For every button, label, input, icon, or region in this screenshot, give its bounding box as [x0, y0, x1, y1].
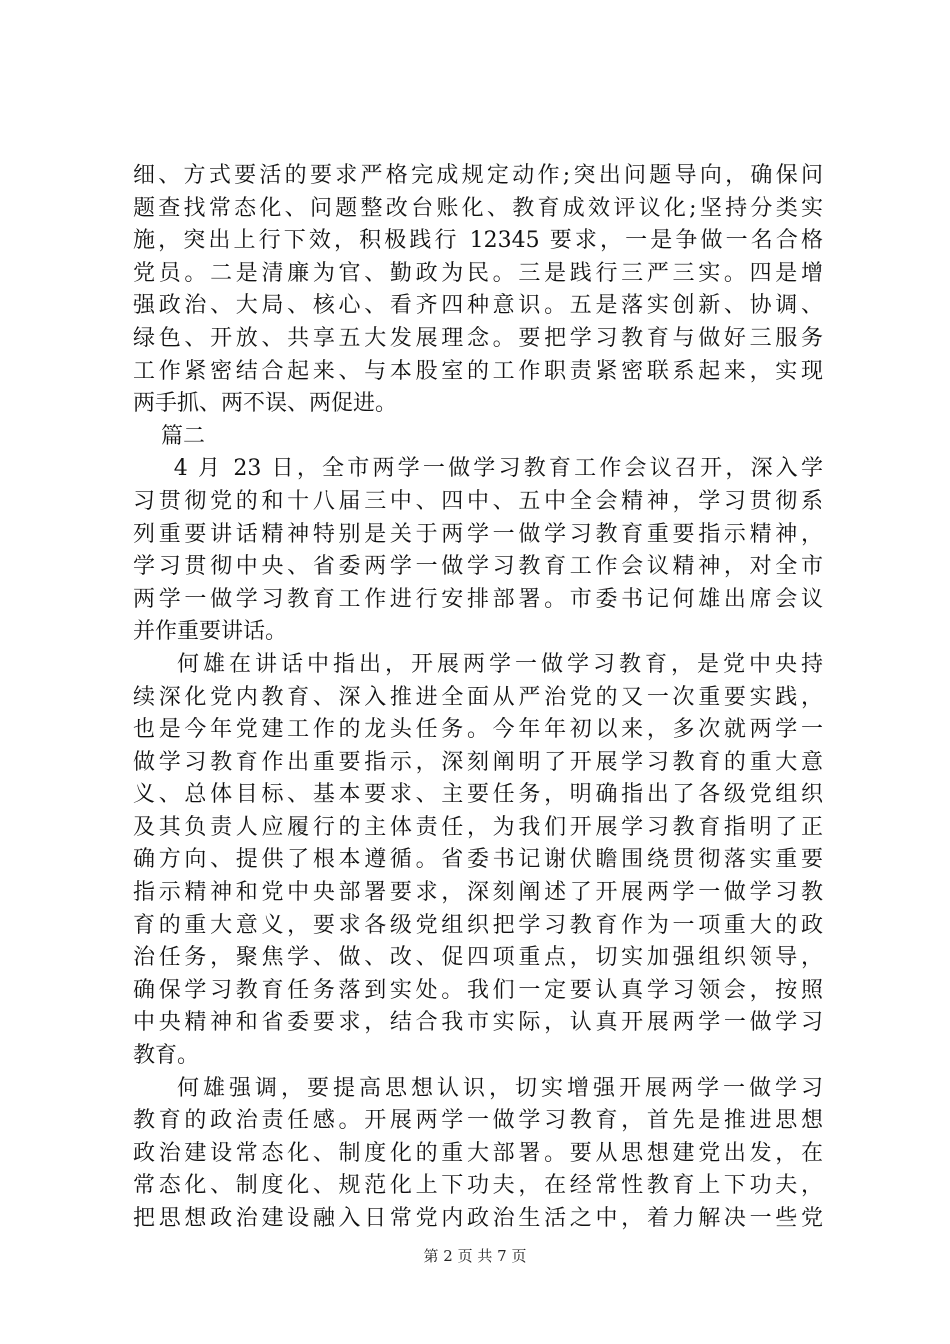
text-line: 工作紧密结合起来、与本股室的工作职责紧密联系起来，实现 — [133, 358, 823, 384]
text-line: 并作重要讲话。 — [133, 619, 288, 645]
text-line: 两手抓、两不误、两促进。 — [133, 391, 398, 417]
text-line: 义、总体目标、基本要求、主要任务，明确指出了各级党组织 — [133, 782, 823, 808]
text-line: 育的重大意义，要求各级党组织把学习教育作为一项重大的政 — [133, 912, 823, 938]
text-line: 治任务，聚焦学、做、改、促四项重点，切实加强组织领导， — [133, 945, 823, 971]
text-line: 强政治、大局、核心、看齐四种意识。五是落实创新、协调、 — [133, 293, 823, 319]
text-line: 常态化、制度化、规范化上下功夫，在经常性教育上下功夫， — [133, 1173, 823, 1199]
text-line: 党员。二是清廉为官、勤政为民。三是践行三严三实。四是增 — [133, 260, 823, 286]
page-footer: 第 2 页 共 7 页 — [423, 1247, 527, 1265]
text-line: 两学一做学习教育工作进行安排部署。市委书记何雄出席会议 — [133, 586, 823, 612]
text-line: 题查找常态化、问题整改台账化、教育成效评议化;坚持分类实 — [133, 195, 823, 221]
text-line: 把思想政治建设融入日常党内政治生活之中，着力解决一些党 — [133, 1206, 823, 1231]
document-body — [133, 160, 823, 1236]
text-line: 续深化党内教育、深入推进全面从严治党的又一次重要实践， — [133, 684, 823, 710]
text-line: 绿色、开放、共享五大发展理念。要把学习教育与做好三服务 — [133, 325, 823, 351]
text-line: 中央精神和省委要求，结合我市实际，认真开展两学一做学习 — [133, 1010, 823, 1036]
text-line: 习贯彻党的和十八届三中、四中、五中全会精神，学习贯彻系 — [133, 488, 823, 514]
text-line: 细、方式要活的要求严格完成规定动作;突出问题导向，确保问 — [133, 163, 823, 188]
text-line: 教育的政治责任感。开展两学一做学习教育，首先是推进思想 — [133, 1108, 823, 1134]
text-line: 确方向、提供了根本遵循。省委书记谢伏瞻围绕贯彻落实重要 — [133, 847, 823, 873]
text-line: 教育。 — [133, 1043, 200, 1069]
text-line: 何雄在讲话中指出，开展两学一做学习教育，是党中央持 — [133, 651, 823, 677]
text-line: 4 月 23 日，全市两学一做学习教育工作会议召开，深入学 — [133, 456, 823, 482]
text-line: 学习贯彻中央、省委两学一做学习教育工作会议精神，对全市 — [133, 554, 823, 580]
text-line: 指示精神和党中央部署要求，深刻阐述了开展两学一做学习教 — [133, 880, 823, 906]
text-line: 及其负责人应履行的主体责任，为我们开展学习教育指明了正 — [133, 814, 823, 840]
text-line: 篇二 — [133, 423, 205, 449]
text-line: 列重要讲话精神特别是关于两学一做学习教育重要指示精神， — [133, 521, 823, 547]
text-line: 何雄强调，要提高思想认识，切实增强开展两学一做学习 — [133, 1075, 823, 1101]
text-line: 确保学习教育任务落到实处。我们一定要认真学习领会，按照 — [133, 977, 823, 1003]
text-line: 也是今年党建工作的龙头任务。今年年初以来，多次就两学一 — [133, 717, 823, 743]
text-line: 施，突出上行下效，积极践行 12345 要求，一是争做一名合格 — [133, 228, 823, 254]
text-line: 政治建设常态化、制度化的重大部署。要从思想建党出发，在 — [133, 1140, 823, 1166]
text-line: 做学习教育作出重要指示，深刻阐明了开展学习教育的重大意 — [133, 749, 823, 775]
